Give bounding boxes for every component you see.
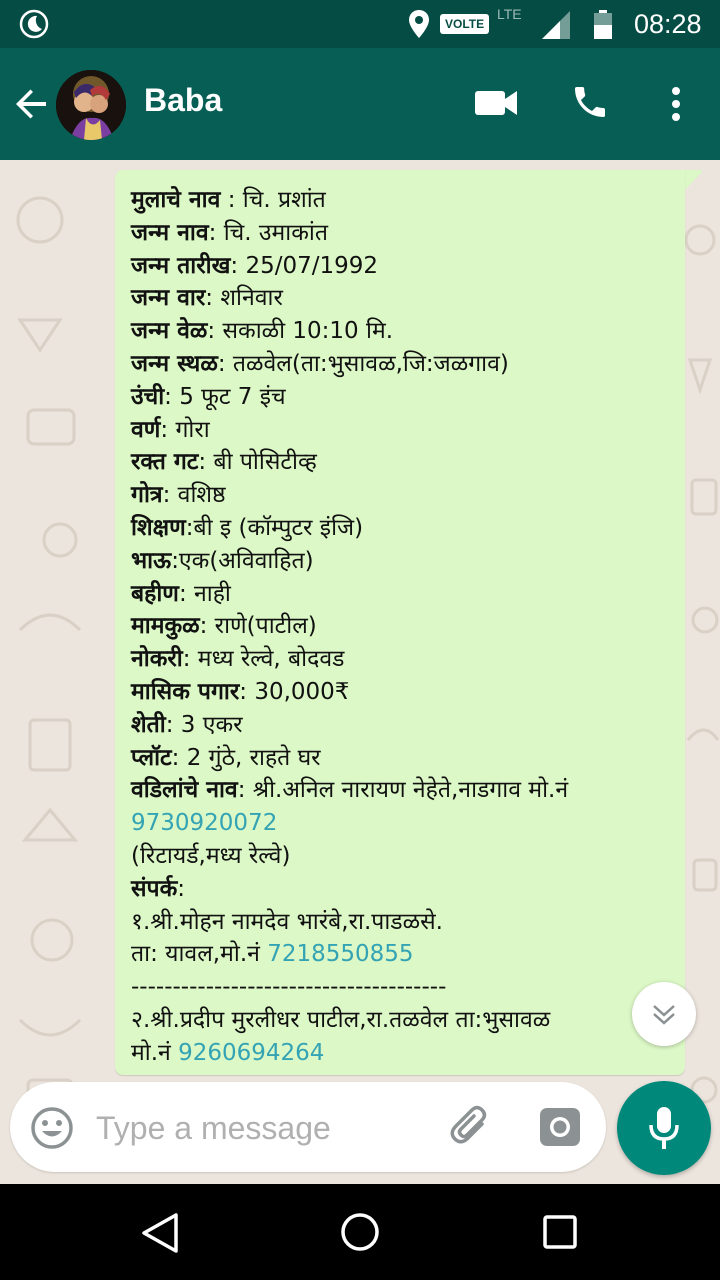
contact1-phone-link[interactable]: 7218550855	[267, 941, 414, 968]
detail-line-sister	[131, 578, 681, 611]
detail-value: : राणे(पाटील)	[199, 613, 317, 640]
bubble-tail	[685, 170, 703, 190]
nav-recents-icon[interactable]	[542, 1214, 578, 1250]
detail-label: वडिलांचे नाव	[131, 777, 238, 804]
video-call-icon[interactable]	[474, 88, 518, 118]
father-phone-link[interactable]: 9730920072	[131, 810, 278, 837]
detail-line-salary	[131, 676, 681, 709]
contact-name[interactable]: Baba	[144, 82, 223, 118]
nav-home-icon[interactable]	[338, 1210, 382, 1254]
detail-line-height	[131, 381, 681, 414]
detail-value: : वशिष्ठ	[162, 482, 226, 509]
detail-label: वर्ण	[131, 416, 161, 443]
detail-label: गोत्र	[131, 482, 163, 509]
back-arrow-icon[interactable]	[14, 86, 50, 122]
volte-badge: VOLTE	[440, 14, 489, 34]
attach-icon[interactable]	[448, 1104, 494, 1150]
status-bar	[0, 0, 720, 48]
detail-line-birth-place	[131, 348, 681, 381]
detail-line-father	[131, 774, 681, 807]
detail-label: जन्म वेळ	[131, 318, 208, 345]
night-mode-icon	[18, 8, 50, 40]
detail-value: : 2 गुंठे, राहते घर	[171, 744, 321, 771]
detail-line-education	[131, 512, 681, 545]
father-phone-line	[131, 807, 681, 840]
message-input-placeholder[interactable]: Type a message	[96, 1110, 331, 1146]
detail-label: बहीण	[131, 580, 179, 607]
detail-line-birth-name	[131, 217, 681, 250]
detail-line-plot	[131, 742, 681, 775]
detail-value: : 30,000₹	[239, 678, 350, 705]
message-composer[interactable]	[10, 1082, 606, 1172]
detail-value: : तळवेल(ता:भुसावळ,जि:जळगाव)	[217, 350, 509, 377]
battery-icon	[592, 10, 614, 40]
detail-line-birth-day	[131, 282, 681, 315]
detail-label: मामकुळ	[131, 613, 200, 640]
voice-record-button[interactable]	[617, 1081, 711, 1175]
detail-value: : मध्य रेल्वे, बोदवड	[182, 646, 345, 673]
detail-label: उंची	[131, 383, 165, 410]
detail-label: प्लॉट	[131, 744, 172, 771]
system-nav-bar	[0, 1184, 720, 1280]
detail-value: : 3 एकर	[165, 711, 243, 738]
detail-line-birth-time	[131, 315, 681, 348]
father-note: (रिटायर्ड,मध्य रेल्वे)	[131, 842, 291, 869]
avatar[interactable]	[56, 70, 126, 140]
detail-label: रक्त गट	[131, 449, 199, 476]
detail-line-name	[131, 184, 681, 217]
message-text	[131, 184, 681, 1070]
contact1-prefix: ता: यावल,मो.नं	[131, 941, 268, 968]
scroll-to-bottom-button[interactable]	[632, 982, 696, 1046]
detail-label: मुलाचे नाव	[131, 187, 221, 213]
contact1-line2	[131, 938, 681, 971]
contact2-line1: २.श्री.प्रदीप मुरलीधर पाटील,रा.तळवेल ता:भुसावळ	[131, 1006, 551, 1033]
detail-line-complexion	[131, 414, 681, 447]
avatar-image	[56, 70, 126, 140]
detail-line-maternal-family	[131, 610, 681, 643]
detail-line-farm	[131, 709, 681, 742]
contact-heading	[131, 873, 681, 906]
nav-back-icon[interactable]	[140, 1212, 180, 1254]
contact-label: संपर्क	[131, 875, 178, 902]
phone-icon[interactable]	[570, 82, 610, 122]
network-type-label: LTE	[497, 6, 522, 22]
detail-value: : शनिवार	[205, 285, 283, 312]
detail-label: शिक्षण	[131, 514, 186, 541]
detail-line-brother	[131, 545, 681, 578]
contact-colon: :	[177, 875, 186, 902]
detail-line-blood-group	[131, 446, 681, 479]
chevron-double-down-icon	[652, 1004, 676, 1026]
message-bubble[interactable]	[115, 170, 685, 1075]
location-icon	[408, 9, 430, 39]
chat-area[interactable]	[0, 160, 720, 1184]
mic-icon	[647, 1105, 681, 1151]
status-time: 08:28	[634, 9, 702, 39]
detail-line-job	[131, 643, 681, 676]
emoji-icon[interactable]	[30, 1106, 74, 1150]
detail-value: :बी इ (कॉम्पुटर इंजि)	[185, 514, 364, 541]
detail-value: : गोरा	[160, 416, 210, 443]
detail-label: भाऊ	[131, 547, 172, 574]
contact2-line2	[131, 1037, 681, 1070]
detail-value: : बी पोसिटीव्ह	[198, 449, 317, 476]
detail-value: : 5 फूट 7 इंच	[164, 383, 286, 410]
contact1-line1: १.श्री.मोहन नामदेव भारंबे,रा.पाडळसे.	[131, 908, 443, 935]
detail-line-gotra	[131, 479, 681, 512]
contact2-phone-link[interactable]: 9260694264	[178, 1039, 325, 1066]
detail-value: : चि. प्रशांत	[220, 187, 326, 213]
detail-line-birth-date	[131, 250, 681, 283]
detail-value: : श्री.अनिल नारायण नेहेते,नाडगाव मो.नं	[237, 777, 569, 804]
contact2-prefix: मो.नं	[131, 1039, 179, 1066]
camera-icon[interactable]	[538, 1106, 582, 1148]
more-vert-icon[interactable]	[664, 86, 688, 122]
chat-header	[0, 48, 720, 160]
detail-label: जन्म वार	[131, 285, 206, 312]
detail-label: जन्म स्थळ	[131, 350, 218, 377]
detail-label: नोकरी	[131, 646, 183, 673]
detail-label: मासिक पगार	[131, 678, 240, 705]
detail-value: : चि. उमाकांत	[208, 219, 328, 246]
signal-icon	[540, 10, 572, 40]
detail-label: शेती	[131, 711, 166, 738]
detail-value: : नाही	[178, 580, 231, 607]
detail-label: जन्म तारीख	[131, 252, 231, 279]
separator-line: --------------------------------------	[131, 974, 447, 1001]
detail-label: जन्म नाव	[131, 219, 209, 246]
detail-value: : 25/07/1992	[230, 252, 379, 279]
detail-value: :एक(अविवाहित)	[171, 547, 314, 574]
detail-value: : सकाळी 10:10 मि.	[207, 318, 394, 345]
